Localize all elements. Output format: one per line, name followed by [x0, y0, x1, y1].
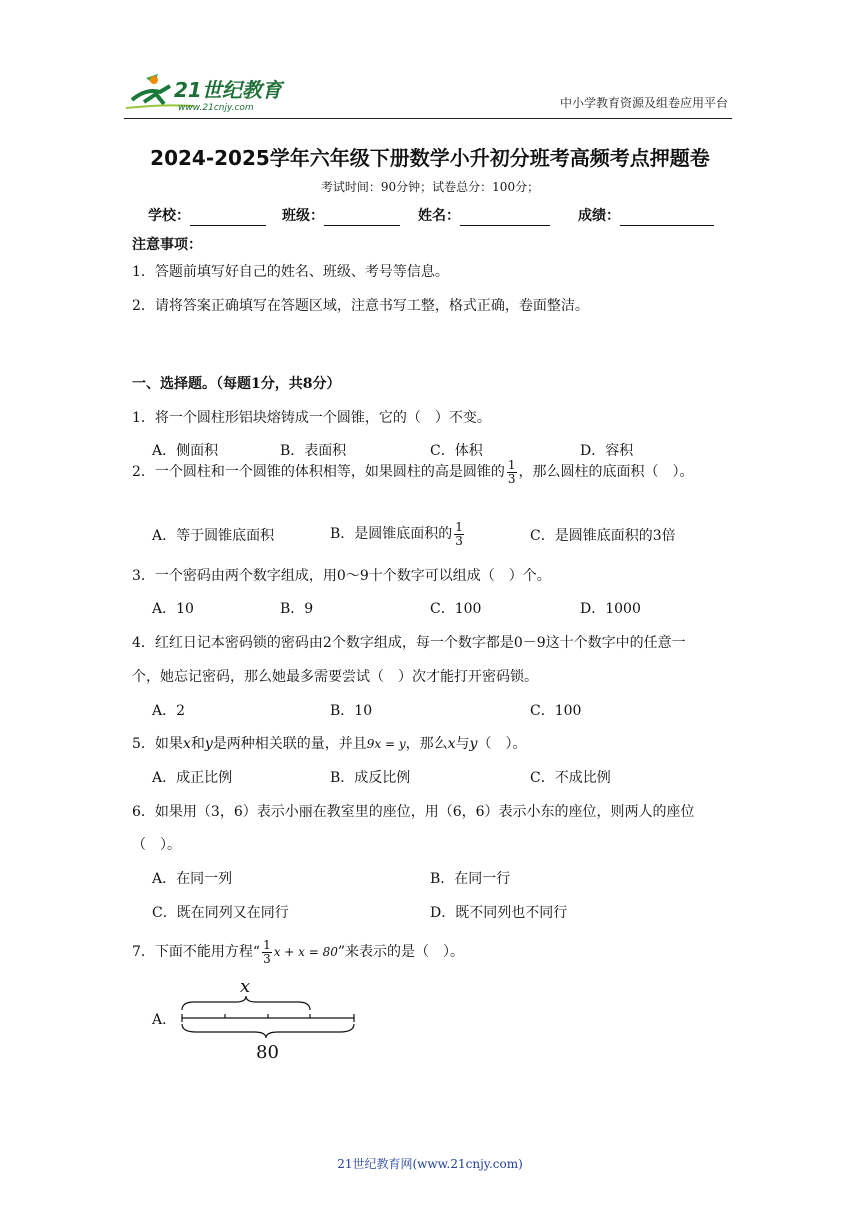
q4-option-c[interactable]: C．100: [530, 703, 582, 719]
class-blank[interactable]: [324, 209, 400, 226]
q3-option-c[interactable]: C．100: [430, 601, 482, 617]
q2-option-a[interactable]: A．等于圆锥底面积: [152, 528, 275, 544]
q3-option-d[interactable]: D．1000: [580, 601, 641, 617]
question-2: 2．一个圆柱和一个圆锥的体积相等，如果圆柱的高是圆锥的 $\frac{1}{3}$ ，那么圆柱的底面积（ ）。: [132, 457, 694, 486]
school-blank[interactable]: [190, 209, 266, 226]
site-logo: [124, 70, 294, 114]
q1-option-c[interactable]: C．体积: [430, 443, 483, 459]
q2-option-c[interactable]: C．是圆锥底面积的3倍: [530, 528, 676, 544]
exam-meta: 考试时间：90分钟；试卷总分：100分；: [320, 180, 540, 194]
segment-diagram: [178, 974, 358, 1064]
q5-option-c[interactable]: C．不成比例: [530, 770, 611, 786]
section-heading: 一、选择题。（每题1分，共8分）: [132, 376, 341, 392]
class-field: 班级：: [282, 206, 400, 226]
score-field: 成绩：: [578, 206, 714, 226]
footer-link[interactable]: 21世纪教育网(www.21cnjy.com): [337, 1157, 523, 1171]
fraction-one-third: $\frac{1}{3}$: [507, 457, 516, 486]
question-7: 7．下面不能用方程“ $\frac{1}{3}$ x + x = 80”来表示的是（ ）。: [132, 937, 465, 966]
question-6-line-2: （ ）。: [132, 837, 181, 853]
notice-item: 1．答题前填写好自己的姓名、班级、考号等信息。: [132, 264, 449, 280]
page-title: 2024-2025学年六年级下册数学小升初分班考高频考点押题卷: [150, 146, 710, 170]
school-field: 学校：: [148, 206, 266, 226]
q1-option-d[interactable]: D．容积: [580, 443, 634, 459]
q6-option-b[interactable]: B．在同一行: [430, 871, 511, 887]
svg-text:www.21cnjy.com: www.21cnjy.com: [178, 103, 254, 113]
q1-option-b[interactable]: B．表面积: [280, 443, 347, 459]
svg-text:21世纪教育: 21世纪教育: [174, 78, 282, 102]
notice-heading: 注意事项：: [132, 237, 202, 253]
question-4-line-1: 4．红红日记本密码锁的密码由2个数字组成，每一个数字都是0－9这十个数字中的任意一: [132, 635, 686, 651]
q6-option-d[interactable]: D．既不同列也不同行: [430, 905, 568, 921]
q2-option-b[interactable]: B．是圆锥底面积的 $\frac{1}{3}$: [330, 519, 463, 548]
header-divider: [124, 118, 732, 119]
q6-option-a[interactable]: A．在同一列: [152, 871, 233, 887]
q7-option-a[interactable]: A．: [152, 1012, 177, 1028]
svg-text:x: x: [240, 976, 251, 997]
q3-option-a[interactable]: A．10: [152, 601, 194, 617]
notice-item: 2．请将答案正确填写在答题区域，注意书写工整，格式正确，卷面整洁。: [132, 298, 589, 314]
name-blank[interactable]: [460, 209, 550, 226]
question-6-line-1: 6．如果用（3，6）表示小丽在教室里的座位，用（6，6）表示小东的座位，则两人的座位: [132, 804, 695, 820]
question-5: 5．如果x和y是两种相关联的量，并且9x = y，那么x与y（ ）。: [132, 736, 527, 752]
q4-option-b[interactable]: B．10: [330, 703, 373, 719]
platform-name: 中小学教育资源及组卷应用平台: [559, 96, 728, 110]
question-3: 3．一个密码由两个数字组成，用0～9十个数字可以组成（ ）个。: [132, 568, 551, 584]
q5-option-a[interactable]: A．成正比例: [152, 770, 233, 786]
q4-option-a[interactable]: A．2: [152, 703, 186, 719]
question-1: 1．将一个圆柱形铝块熔铸成一个圆锥，它的（ ）不变。: [132, 410, 491, 426]
svg-text:80: 80: [256, 1042, 279, 1063]
q3-option-b[interactable]: B．9: [280, 601, 314, 617]
name-field: 姓名：: [418, 206, 550, 226]
q5-option-b[interactable]: B．成反比例: [330, 770, 411, 786]
q6-option-c[interactable]: C．既在同列又在同行: [152, 905, 289, 921]
q1-option-a[interactable]: A．侧面积: [152, 443, 219, 459]
score-blank[interactable]: [620, 209, 714, 226]
question-4-line-2: 个，她忘记密码，那么她最多需要尝试（ ）次才能打开密码锁。: [132, 669, 538, 685]
